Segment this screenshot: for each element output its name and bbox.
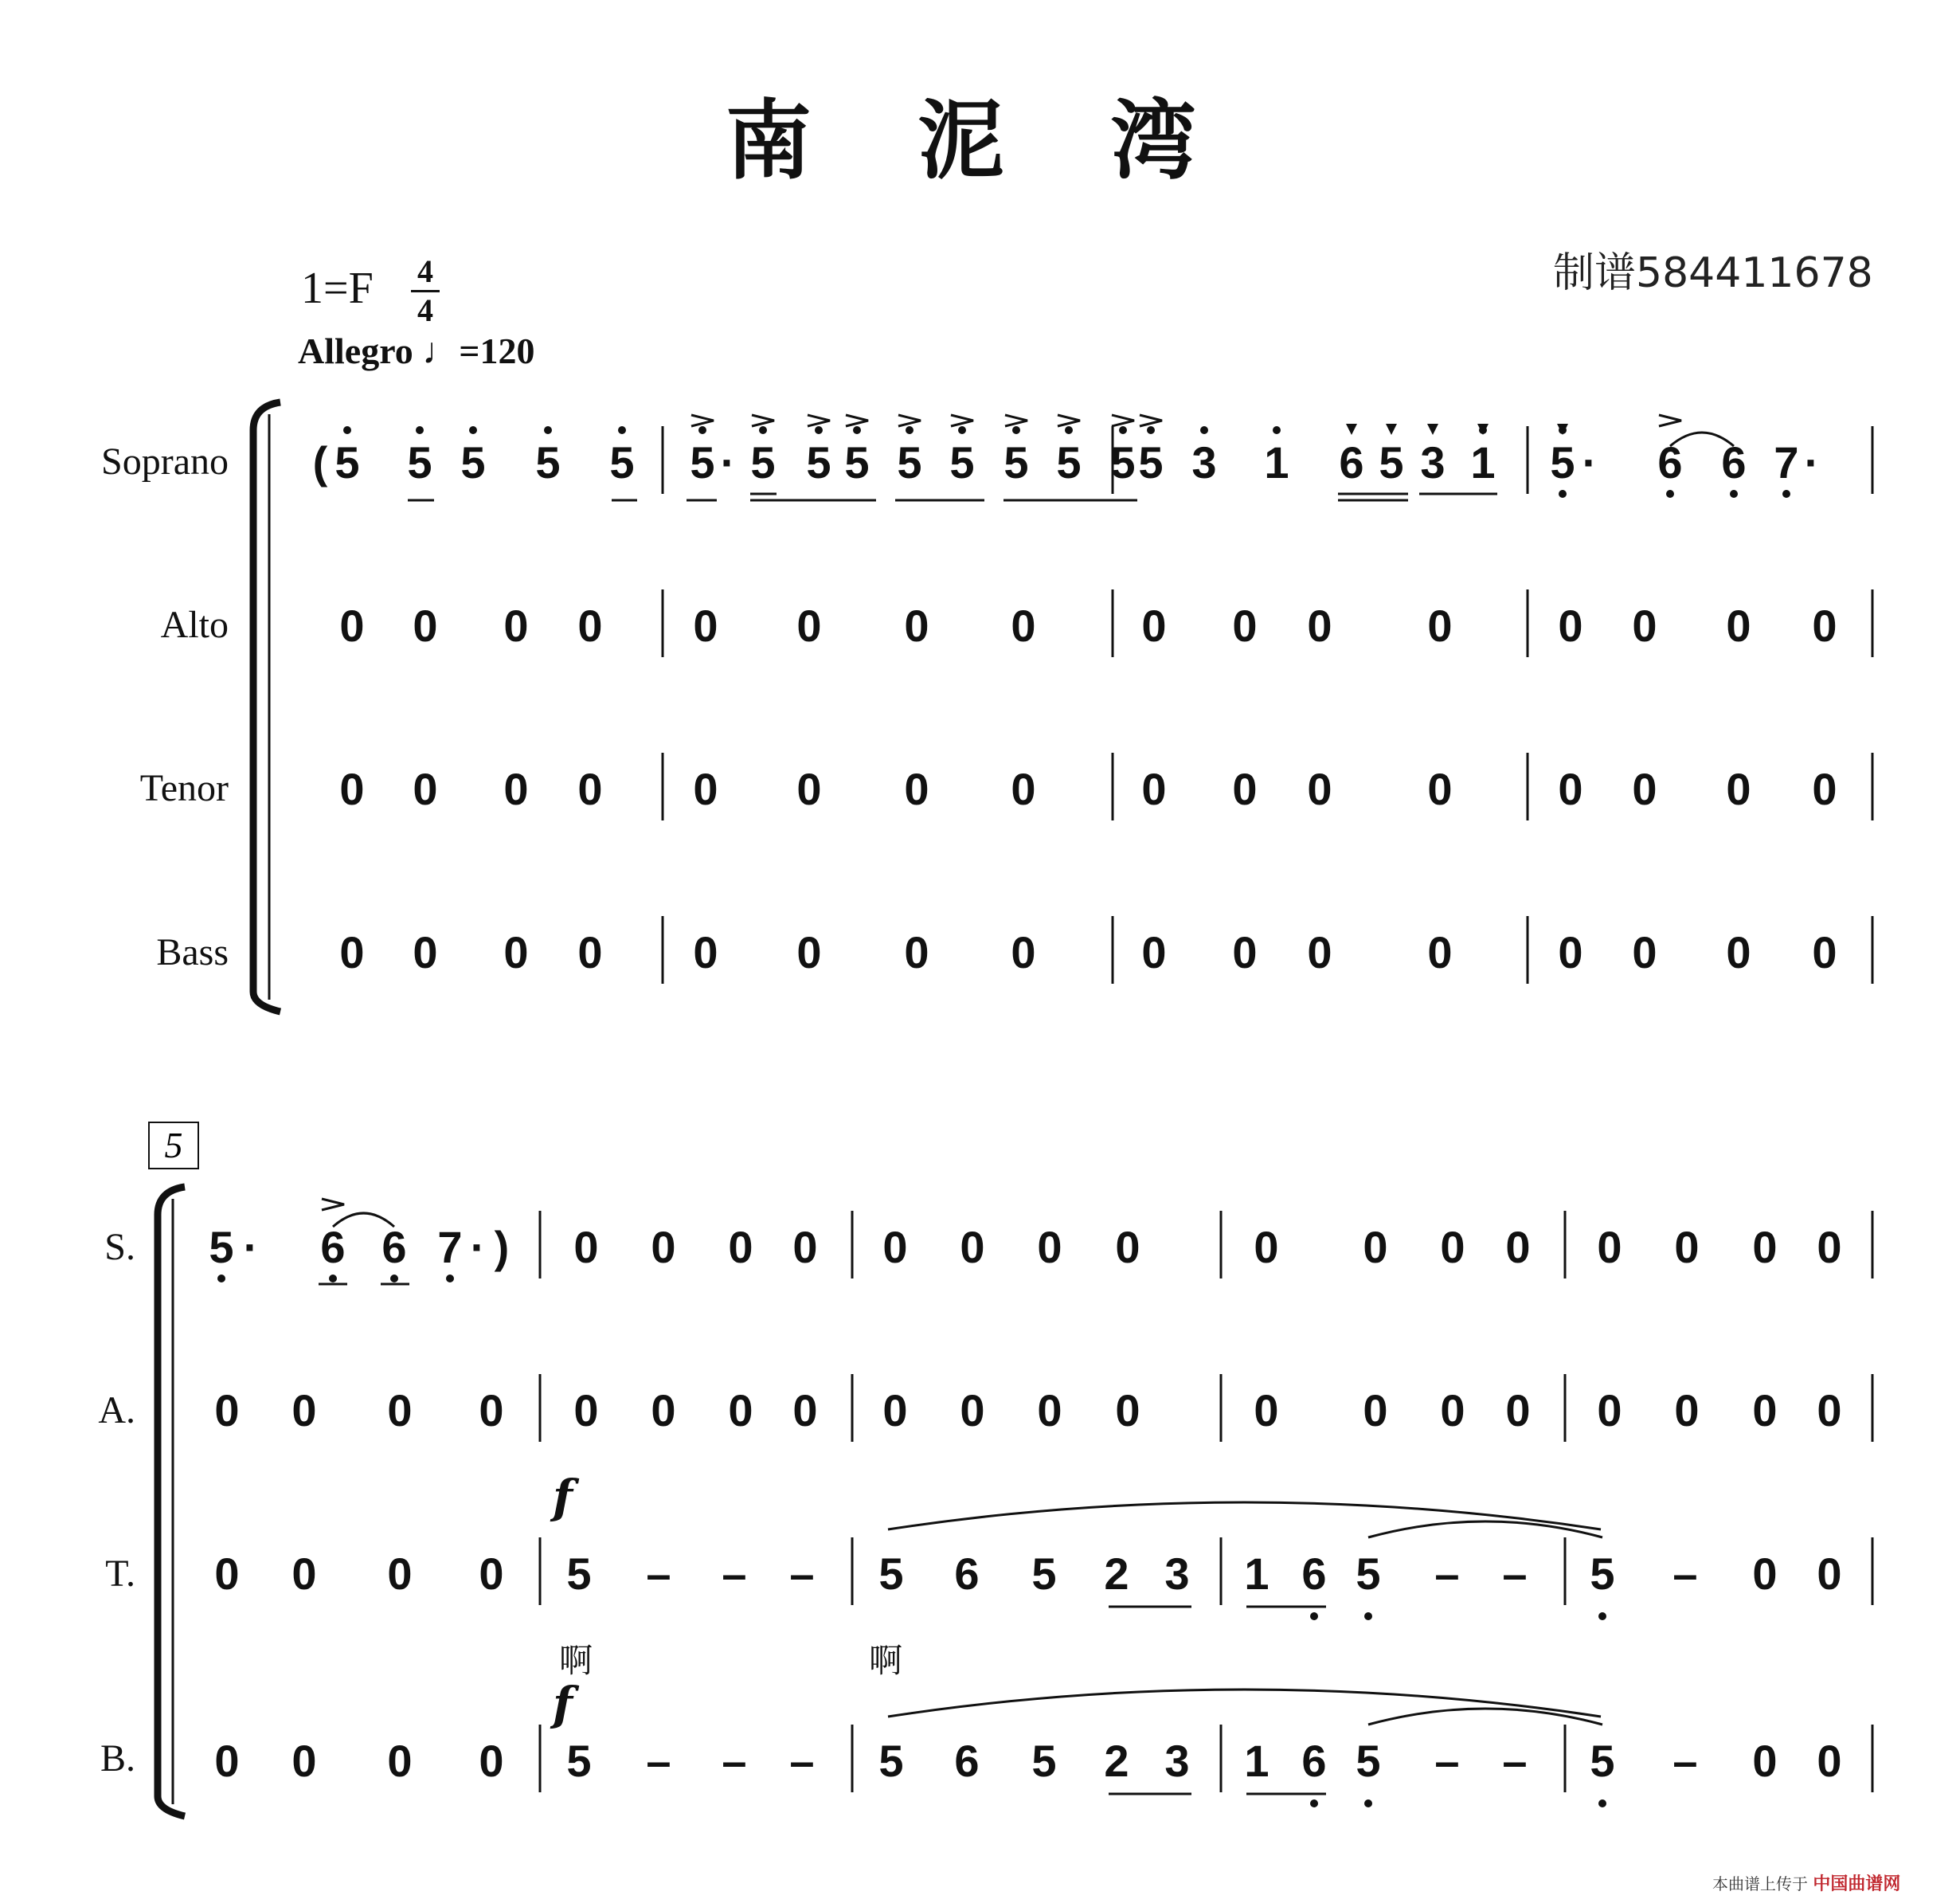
tenor-m5-note-1: 0 <box>291 1549 317 1599</box>
alto-m9-note-1: 0 <box>1674 1385 1700 1435</box>
quarter-note-icon: ♩ <box>422 331 460 371</box>
tenor-m7-note-3: 2 <box>1104 1549 1129 1599</box>
soprano-m3-note-6: 1 <box>1470 437 1496 487</box>
high-octave-dot <box>759 426 767 434</box>
transcriber-credit: 制谱584411678 <box>1553 249 1873 297</box>
watermark-site: 中国曲谱网 <box>1813 1874 1901 1894</box>
high-octave-dot <box>1273 426 1281 434</box>
soprano-m6-note-0: 0 <box>573 1222 599 1272</box>
tenor-m2-note-3: 0 <box>1011 764 1036 814</box>
bass-m8-note-4: – <box>1502 1736 1528 1786</box>
bass-m3-note-1: 0 <box>1232 927 1258 977</box>
bass-m5-note-3: 0 <box>479 1736 504 1786</box>
lyric-tenor-m7: 啊 <box>869 1641 903 1680</box>
accent-mark <box>752 415 774 426</box>
tenor-m9-note-3: 0 <box>1817 1549 1842 1599</box>
tenor-m8-note-4: – <box>1502 1549 1528 1599</box>
bass-m2-note-0: 0 <box>693 927 718 977</box>
bass-m2-note-1: 0 <box>796 927 822 977</box>
tenor-m7-note-2: 5 <box>1031 1549 1057 1599</box>
tenor-m8-note-0: 1 <box>1244 1549 1270 1599</box>
tenor-m4-note-0: 0 <box>1558 764 1583 814</box>
alto-m8-note-3: 0 <box>1505 1385 1531 1435</box>
tenor-m7-note-4: 3 <box>1164 1549 1190 1599</box>
part-label-bass: Bass <box>156 931 229 973</box>
alto-m5-note-0: 0 <box>214 1385 240 1435</box>
soprano-m8-note-2: 0 <box>1440 1222 1465 1272</box>
high-octave-dot <box>469 426 477 434</box>
low-octave-dot <box>1364 1612 1372 1620</box>
bass-m5-note-2: 0 <box>387 1736 413 1786</box>
bass-m4-note-0: 0 <box>1558 927 1583 977</box>
low-octave-dot <box>1598 1612 1606 1620</box>
part-label-s: S. <box>104 1226 135 1268</box>
soprano-m2-note-9: 5 <box>1110 437 1136 487</box>
tenor-m9-note-0: 5 <box>1590 1549 1615 1599</box>
alto-m7-note-2: 0 <box>1037 1385 1062 1435</box>
alto-m7-note-3: 0 <box>1115 1385 1140 1435</box>
high-octave-dot <box>1147 426 1155 434</box>
tenor-m5-note-0: 0 <box>214 1549 240 1599</box>
accent-mark <box>951 415 973 426</box>
high-octave-dot <box>343 426 351 434</box>
tenor-m5-note-2: 0 <box>387 1549 413 1599</box>
soprano-m5-note-2: 6 <box>320 1222 346 1272</box>
tenor-m2-note-2: 0 <box>904 764 929 814</box>
part-label-b: B. <box>100 1737 135 1780</box>
alto-m3-note-0: 0 <box>1141 601 1167 651</box>
soprano-m9-note-3: 0 <box>1817 1222 1842 1272</box>
alto-m4-note-3: 0 <box>1812 601 1837 651</box>
high-octave-dot <box>958 426 966 434</box>
tenor-m8-note-2: 5 <box>1356 1549 1381 1599</box>
alto-m3-note-1: 0 <box>1232 601 1258 651</box>
alto-m9-note-2: 0 <box>1752 1385 1778 1435</box>
bass-m5-note-0: 0 <box>214 1736 240 1786</box>
low-octave-dot <box>1666 490 1674 498</box>
accent-mark <box>846 415 868 426</box>
accent-mark <box>1659 415 1681 426</box>
soprano-m2-note-6: 5 <box>949 437 975 487</box>
song-title: 南 泥 湾 <box>725 91 1235 191</box>
soprano-m7-note-1: 0 <box>960 1222 985 1272</box>
tenor-m6-note-1: – <box>646 1549 671 1599</box>
soprano-m5-note-0: 5 <box>209 1222 234 1272</box>
bass-m9-note-2: 0 <box>1752 1736 1778 1786</box>
low-octave-dot <box>1730 490 1738 498</box>
soprano-m2-note-3: 5 <box>806 437 831 487</box>
bass-m6-note-3: – <box>789 1736 815 1786</box>
alto-m5-note-3: 0 <box>479 1385 504 1435</box>
phrase-slur <box>888 1690 1601 1717</box>
soprano-m2-note-5: 5 <box>897 437 922 487</box>
tenor-m5-note-3: 0 <box>479 1549 504 1599</box>
bass-m5-note-1: 0 <box>291 1736 317 1786</box>
bass-m7-note-1: 6 <box>954 1736 980 1786</box>
low-octave-dot <box>1598 1799 1606 1807</box>
time-signature-bottom: 4 <box>411 290 440 329</box>
part-label-a: A. <box>98 1389 135 1431</box>
tenor-m3-note-2: 0 <box>1307 764 1332 814</box>
tenor-m9-note-1: – <box>1672 1549 1698 1599</box>
high-octave-dot <box>698 426 706 434</box>
soprano-m6-note-2: 0 <box>728 1222 753 1272</box>
soprano-m3-note-4: 5 <box>1379 437 1404 487</box>
soprano-m4-note-5: · <box>1804 437 1820 487</box>
low-octave-dot <box>390 1275 398 1282</box>
soprano-m3-note-0: 5 <box>1138 437 1164 487</box>
accent-mark <box>1140 415 1162 426</box>
alto-m8-note-0: 0 <box>1254 1385 1279 1435</box>
soprano-m4-note-2: 6 <box>1657 437 1683 487</box>
part-label-t: T. <box>105 1553 135 1595</box>
tenor-m2-note-0: 0 <box>693 764 718 814</box>
high-octave-dot <box>416 426 424 434</box>
high-octave-dot <box>1065 426 1073 434</box>
soprano-m5-note-4: 7 <box>437 1222 463 1272</box>
high-octave-dot <box>544 426 552 434</box>
tenor-m4-note-3: 0 <box>1812 764 1837 814</box>
tenor-m2-note-1: 0 <box>796 764 822 814</box>
system-1-bracket <box>253 402 280 1012</box>
bass-m1-note-3: 0 <box>577 927 603 977</box>
accent-mark <box>322 1199 344 1210</box>
marcato-mark <box>1427 424 1438 435</box>
tenor-m1-note-2: 0 <box>503 764 529 814</box>
soprano-m2-note-4: 5 <box>844 437 870 487</box>
alto-m2-note-3: 0 <box>1011 601 1036 651</box>
dynamic-forte-bass: f <box>553 1677 573 1731</box>
tenor-m9-note-2: 0 <box>1752 1549 1778 1599</box>
soprano-m9-note-2: 0 <box>1752 1222 1778 1272</box>
time-signature-top: 4 <box>417 253 433 289</box>
high-octave-dot <box>906 426 913 434</box>
tenor-m6-note-2: – <box>722 1549 747 1599</box>
high-octave-dot <box>1200 426 1208 434</box>
accent-mark <box>691 415 714 426</box>
rehearsal-mark: 5 <box>148 1122 199 1169</box>
alto-m4-note-2: 0 <box>1726 601 1751 651</box>
soprano-m4-note-4: 7 <box>1774 437 1799 487</box>
bass-m4-note-1: 0 <box>1632 927 1657 977</box>
soprano-m9-note-0: 0 <box>1597 1222 1622 1272</box>
bass-m6-note-0: 5 <box>566 1736 592 1786</box>
accent-mark <box>1112 415 1134 426</box>
tenor-m8-note-1: 6 <box>1301 1549 1327 1599</box>
bass-m8-note-0: 1 <box>1244 1736 1270 1786</box>
alto-m5-note-1: 0 <box>291 1385 317 1435</box>
accent-mark <box>898 415 921 426</box>
alto-m1-note-0: 0 <box>339 601 365 651</box>
alto-m2-note-2: 0 <box>904 601 929 651</box>
key-signature: 1=F <box>301 264 374 313</box>
alto-m6-note-2: 0 <box>728 1385 753 1435</box>
bass-m9-note-0: 5 <box>1590 1736 1615 1786</box>
bass-m7-note-4: 3 <box>1164 1736 1190 1786</box>
bass-m8-note-2: 5 <box>1356 1736 1381 1786</box>
tenor-m3-note-1: 0 <box>1232 764 1258 814</box>
marcato-mark <box>1346 424 1357 435</box>
phrase-slur <box>888 1502 1601 1529</box>
low-octave-dot <box>1310 1612 1318 1620</box>
alto-m3-note-3: 0 <box>1427 601 1453 651</box>
dynamic-forte-tenor: f <box>553 1470 573 1524</box>
bass-m1-note-1: 0 <box>413 927 438 977</box>
marcato-mark <box>1477 424 1489 435</box>
bass-m2-note-2: 0 <box>904 927 929 977</box>
high-octave-dot <box>815 426 823 434</box>
tenor-m7-note-1: 6 <box>954 1549 980 1599</box>
low-octave-dot <box>1310 1799 1318 1807</box>
alto-m5-note-2: 0 <box>387 1385 413 1435</box>
soprano-m3-note-2: 1 <box>1264 437 1289 487</box>
soprano-m8-note-0: 0 <box>1254 1222 1279 1272</box>
accent-mark <box>808 415 830 426</box>
alto-m6-note-1: 0 <box>651 1385 676 1435</box>
bass-m7-note-3: 2 <box>1104 1736 1129 1786</box>
tenor-m1-note-1: 0 <box>413 764 438 814</box>
alto-m7-note-1: 0 <box>960 1385 985 1435</box>
soprano-m1-note-2: 5 <box>407 437 432 487</box>
marcato-mark <box>1386 424 1397 435</box>
system-2-bracket <box>158 1187 185 1816</box>
soprano-m2-note-8: 5 <box>1056 437 1082 487</box>
marcato-mark <box>1557 424 1568 435</box>
bass-m7-note-0: 5 <box>878 1736 904 1786</box>
soprano-m2-note-2: 5 <box>750 437 776 487</box>
alto-m1-note-3: 0 <box>577 601 603 651</box>
tenor-m8-note-3: – <box>1434 1549 1460 1599</box>
accent-mark <box>1058 415 1080 426</box>
soprano-m5-note-6: ) <box>494 1222 510 1272</box>
bass-m1-note-2: 0 <box>503 927 529 977</box>
part-label-soprano: Soprano <box>101 441 229 483</box>
lyric-tenor-m6: 啊 <box>559 1641 593 1680</box>
part-label-alto: Alto <box>160 604 229 646</box>
bass-m9-note-3: 0 <box>1817 1736 1842 1786</box>
alto-m1-note-2: 0 <box>503 601 529 651</box>
alto-m8-note-1: 0 <box>1363 1385 1388 1435</box>
alto-m2-note-0: 0 <box>693 601 718 651</box>
bass-m3-note-0: 0 <box>1141 927 1167 977</box>
soprano-m3-note-3: 6 <box>1339 437 1364 487</box>
alto-m4-note-1: 0 <box>1632 601 1657 651</box>
soprano-m1-note-5: 5 <box>609 437 635 487</box>
alto-m3-note-2: 0 <box>1307 601 1332 651</box>
bass-m2-note-3: 0 <box>1011 927 1036 977</box>
tenor-m6-note-3: – <box>789 1549 815 1599</box>
alto-m9-note-0: 0 <box>1597 1385 1622 1435</box>
bass-m4-note-3: 0 <box>1812 927 1837 977</box>
soprano-m5-note-5: · <box>470 1222 486 1272</box>
accent-mark <box>1005 415 1027 426</box>
bass-m3-note-2: 0 <box>1307 927 1332 977</box>
bass-m4-note-2: 0 <box>1726 927 1751 977</box>
bass-m3-note-3: 0 <box>1427 927 1453 977</box>
soprano-m1-note-4: 5 <box>535 437 561 487</box>
soprano-m7-note-0: 0 <box>882 1222 908 1272</box>
high-octave-dot <box>853 426 861 434</box>
low-octave-dot <box>1364 1799 1372 1807</box>
tenor-m6-note-0: 5 <box>566 1549 592 1599</box>
soprano-m1-note-0: ( <box>312 437 328 487</box>
alto-m6-note-0: 0 <box>573 1385 599 1435</box>
soprano-m4-note-3: 6 <box>1721 437 1747 487</box>
soprano-m8-note-3: 0 <box>1505 1222 1531 1272</box>
tenor-m3-note-3: 0 <box>1427 764 1453 814</box>
alto-m8-note-2: 0 <box>1440 1385 1465 1435</box>
soprano-m1-note-3: 5 <box>460 437 486 487</box>
bass-m8-note-3: – <box>1434 1736 1460 1786</box>
soprano-m6-note-1: 0 <box>651 1222 676 1272</box>
alto-m6-note-3: 0 <box>792 1385 818 1435</box>
soprano-m5-note-3: 6 <box>381 1222 407 1272</box>
tempo-bpm: =120 <box>459 331 535 371</box>
low-octave-dot <box>446 1275 454 1282</box>
soprano-m3-note-1: 3 <box>1191 437 1217 487</box>
soprano-m4-note-1: · <box>1582 437 1598 487</box>
bass-m7-note-2: 5 <box>1031 1736 1057 1786</box>
soprano-m3-note-5: 3 <box>1420 437 1446 487</box>
low-octave-dot <box>217 1275 225 1282</box>
soprano-m6-note-3: 0 <box>792 1222 818 1272</box>
tempo-term: Allegro <box>298 331 413 371</box>
watermark-text: 本曲谱上传于 <box>1712 1874 1808 1893</box>
soprano-m8-note-1: 0 <box>1363 1222 1388 1272</box>
alto-m1-note-1: 0 <box>413 601 438 651</box>
tenor-m1-note-0: 0 <box>339 764 365 814</box>
soprano-m4-note-0: 5 <box>1550 437 1575 487</box>
soprano-m2-note-0: 5 <box>690 437 715 487</box>
bass-m6-note-1: – <box>646 1736 671 1786</box>
soprano-m2-note-7: 5 <box>1003 437 1029 487</box>
bass-m8-note-1: 6 <box>1301 1736 1327 1786</box>
soprano-m2-note-1: · <box>720 437 736 487</box>
tenor-m3-note-0: 0 <box>1141 764 1167 814</box>
tenor-m1-note-3: 0 <box>577 764 603 814</box>
soprano-m5-note-1: · <box>243 1222 259 1272</box>
soprano-m1-note-1: 5 <box>334 437 360 487</box>
soprano-m7-note-2: 0 <box>1037 1222 1062 1272</box>
alto-m9-note-3: 0 <box>1817 1385 1842 1435</box>
bass-m1-note-0: 0 <box>339 927 365 977</box>
part-label-tenor: Tenor <box>139 767 229 809</box>
high-octave-dot <box>618 426 626 434</box>
high-octave-dot <box>1119 426 1127 434</box>
alto-m2-note-1: 0 <box>796 601 822 651</box>
tenor-m4-note-1: 0 <box>1632 764 1657 814</box>
tenor-m7-note-0: 5 <box>878 1549 904 1599</box>
high-octave-dot <box>1012 426 1020 434</box>
tenor-m4-note-2: 0 <box>1726 764 1751 814</box>
soprano-m9-note-1: 0 <box>1674 1222 1700 1272</box>
low-octave-dot <box>1782 490 1790 498</box>
low-octave-dot <box>1559 490 1567 498</box>
alto-m7-note-0: 0 <box>882 1385 908 1435</box>
low-octave-dot <box>329 1275 337 1282</box>
bass-m6-note-2: – <box>722 1736 747 1786</box>
bass-m9-note-1: – <box>1672 1736 1698 1786</box>
alto-m4-note-0: 0 <box>1558 601 1583 651</box>
soprano-m7-note-3: 0 <box>1115 1222 1140 1272</box>
